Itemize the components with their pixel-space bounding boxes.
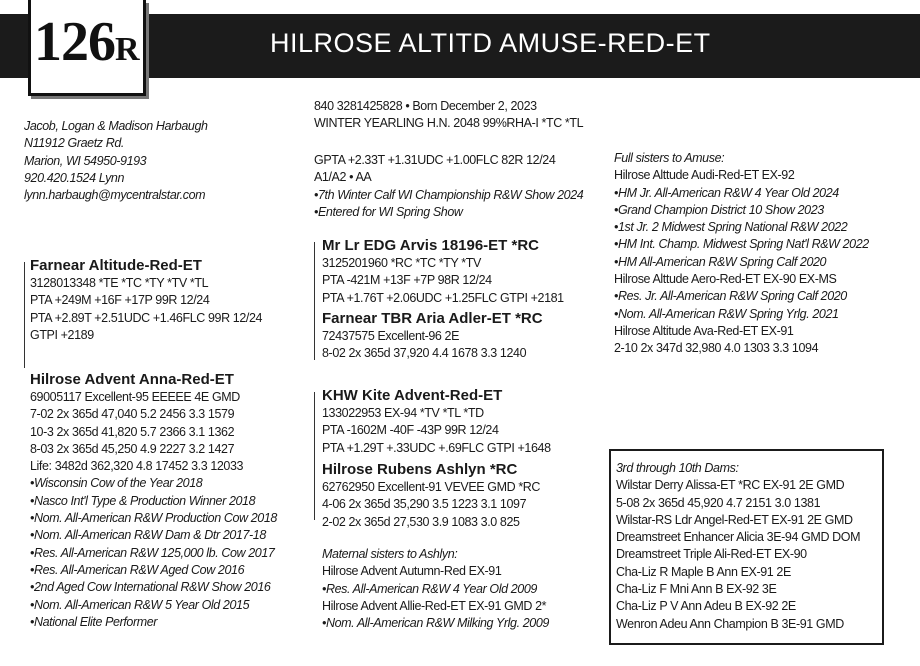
consignor-line: Marion, WI 54950-9193 [24,153,147,168]
dams-box-line: Wilstar-RS Ldr Angel-Red-ET EX-91 2E GMD [616,512,853,527]
full-sister-honor: •HM Jr. All-American R&W 4 Year Old 2024 [614,185,839,200]
dams-box-line: Dreamstreet Triple Ali-Red-ET EX-90 [616,547,807,562]
dams-box-line: Cha-Liz F Mni Ann B EX-92 3E [616,582,777,597]
dam-dam-line: 4-06 2x 365d 35,290 3.5 1223 3.1 1097 [322,497,527,512]
consignor-line: 920.420.1524 Lynn [24,170,125,185]
pedigree-bracket-sire-parents [314,242,315,360]
dam-dam-line: 2-02 2x 365d 27,530 3.9 1083 3.0 825 [322,514,520,529]
dams-box-line: Cha-Liz R Maple B Ann EX-91 2E [616,564,791,579]
full-sister-honor: •Nom. All-American R&W Spring Yrlg. 2021 [614,306,839,321]
consignor-email: lynn.harbaugh@mycentralstar.com [24,188,206,203]
dams-box-line: Cha-Liz P V Ann Adeu B EX-92 2E [616,599,796,614]
full-sister-honor: •1st Jr. 2 Midwest Spring National R&W 2022 [614,220,848,235]
dam-sire-line: PTA +1.29T +.33UDC +.69FLC GTPI +1648 [322,440,551,455]
pedigree-bracket-sire [24,262,25,368]
genomics-line: A1/A2 • AA [314,170,372,185]
dam-line: 69005117 Excellent-95 EEEEE 4E GMD [30,390,240,404]
sire-line: 3128013348 *TE *TC *TY *TV *TL [30,276,209,290]
dam-honor: •Nom. All-American R&W Dam & Dtr 2017-18 [30,528,266,543]
dams-box-line: 5-08 2x 365d 45,920 4.7 2151 3.0 1381 [616,495,821,510]
full-sister-honor: •Res. Jr. All-American R&W Spring Calf 2020 [614,289,847,304]
animal-id-line: 840 3281425828 • Born December 2, 2023 [314,99,537,113]
sire-dam-line: 8-02 2x 365d 37,920 4.4 1678 3.3 1240 [322,346,527,361]
dam-honor: •Nasco Int'l Type & Production Winner 2018 [30,493,256,508]
maternal-sisters-block [322,546,549,632]
consignor-line: N11912 Graetz Rd. [24,136,124,151]
full-sister-honor: •HM All-American R&W Spring Calf 2020 [614,254,827,269]
sire-sire-name: Mr Lr EDG Arvis 18196-ET *RC [322,237,540,254]
consignor-info [24,118,208,204]
sire-line: PTA +249M +16F +17P 99R 12/24 [30,293,210,308]
sire-dam-name: Farnear TBR Aria Adler-ET *RC [322,310,543,327]
dam-honor: •Nom. All-American R&W Production Cow 2018 [30,511,277,526]
dam-line: 8-03 2x 365d 45,250 4.9 2227 3.2 1427 [30,441,235,456]
sire-block [30,256,262,344]
dam-name: Hilrose Advent Anna-Red-ET [30,371,234,388]
maternal-sister-honor: •Nom. All-American R&W Milking Yrlg. 2009 [322,616,549,631]
dam-sire-block [322,386,551,457]
dams-box-content [616,460,860,633]
sire-dam-block [322,309,543,363]
consignor-line: Jacob, Logan & Madison Harbaugh [24,119,208,133]
dam-sire-line: PTA -1602M -40F -43P 99R 12/24 [322,423,499,438]
achievement-line: •7th Winter Calf WI Championship R&W Show 2024 [314,187,584,202]
dam-dam-block [322,460,540,531]
pedigree-bracket-dam-parents [314,392,315,520]
sire-name: Farnear Altitude-Red-ET [30,257,202,274]
full-sister-honor: •Grand Champion District 10 Show 2023 [614,202,824,217]
dam-block [30,370,277,631]
lot-number-digits: 126 [34,11,115,73]
full-sisters-block [614,150,869,358]
achievement-line: •Entered for WI Spring Show [314,204,463,219]
full-sister-line: 2-10 2x 347d 32,980 4.0 1303 3.3 1094 [614,341,819,356]
dam-honor: •Res. All-American R&W Aged Cow 2016 [30,562,245,577]
genomics-block [314,152,583,221]
sire-line: GTPI +2189 [30,327,94,342]
maternal-sister-honor: •Res. All-American R&W 4 Year Old 2009 [322,581,537,596]
sire-dam-line: 72437575 Excellent-96 2E [322,329,460,343]
dam-honor: •Res. All-American R&W 125,000 lb. Cow 2017 [30,545,275,560]
dam-honor: •2nd Aged Cow International R&W Show 2016 [30,580,271,595]
animal-class-line: WINTER YEARLING H.N. 2048 99%RHA-I *TC *TL [314,116,584,131]
full-sister-line: Hilrose Alttude Audi-Red-ET EX-92 [614,168,795,183]
full-sister-line: Hilrose Alttude Aero-Red-ET EX-90 EX-MS [614,272,837,287]
sire-sire-line: 3125201960 *RC *TC *TY *TV [322,256,481,270]
sire-sire-block [322,236,564,307]
lot-number-suffix: R [115,31,140,68]
dam-line: 7-02 2x 365d 47,040 5.2 2456 3.3 1579 [30,407,235,422]
maternal-sister-line: Hilrose Advent Allie-Red-ET EX-91 GMD 2* [322,598,547,613]
dam-dam-name: Hilrose Rubens Ashlyn *RC [322,461,518,478]
full-sister-line: Hilrose Altitude Ava-Red-ET EX-91 [614,323,794,338]
maternal-sister-line: Hilrose Advent Autumn-Red EX-91 [322,564,502,579]
full-sisters-heading: Full sisters to Amuse: [614,151,725,165]
dam-honor: •Wisconsin Cow of the Year 2018 [30,476,203,491]
dam-sire-name: KHW Kite Advent-Red-ET [322,387,503,404]
dam-honor: •Nom. All-American R&W 5 Year Old 2015 [30,597,250,612]
dam-sire-line: 133022953 EX-94 *TV *TL *TD [322,406,484,420]
animal-id-block [314,98,583,133]
lot-number [34,10,140,74]
dam-dam-line: 62762950 Excellent-91 VEVEE GMD *RC [322,480,541,494]
dams-box-line: Wenron Adeu Ann Champion B 3E-91 GMD [616,616,844,631]
maternal-sisters-heading: Maternal sisters to Ashlyn: [322,547,458,561]
dam-honor: •National Elite Performer [30,614,158,629]
genomics-line: GPTA +2.33T +1.31UDC +1.00FLC 82R 12/24 [314,153,556,167]
dam-line: Life: 3482d 362,320 4.8 17452 3.3 12033 [30,459,244,474]
dams-box-line: Dreamstreet Enhancer Alicia 3E-94 GMD DOM [616,530,861,545]
dam-line: 10-3 2x 365d 41,820 5.7 2366 3.1 1362 [30,424,235,439]
sire-sire-line: PTA -421M +13F +7P 98R 12/24 [322,273,492,288]
full-sister-honor: •HM Int. Champ. Midwest Spring Nat'l R&W 2022 [614,237,869,252]
sire-sire-line: PTA +1.76T +2.06UDC +1.25FLC GTPI +2181 [322,290,564,305]
sire-line: PTA +2.89T +2.51UDC +1.46FLC 99R 12/24 [30,310,263,325]
dams-box-line: Wilstar Derry Alissa-ET *RC EX-91 2E GMD [616,478,845,493]
dams-box-heading: 3rd through 10th Dams: [616,461,739,475]
animal-title: HILROSE ALTITD AMUSE-RED-ET [270,28,711,58]
